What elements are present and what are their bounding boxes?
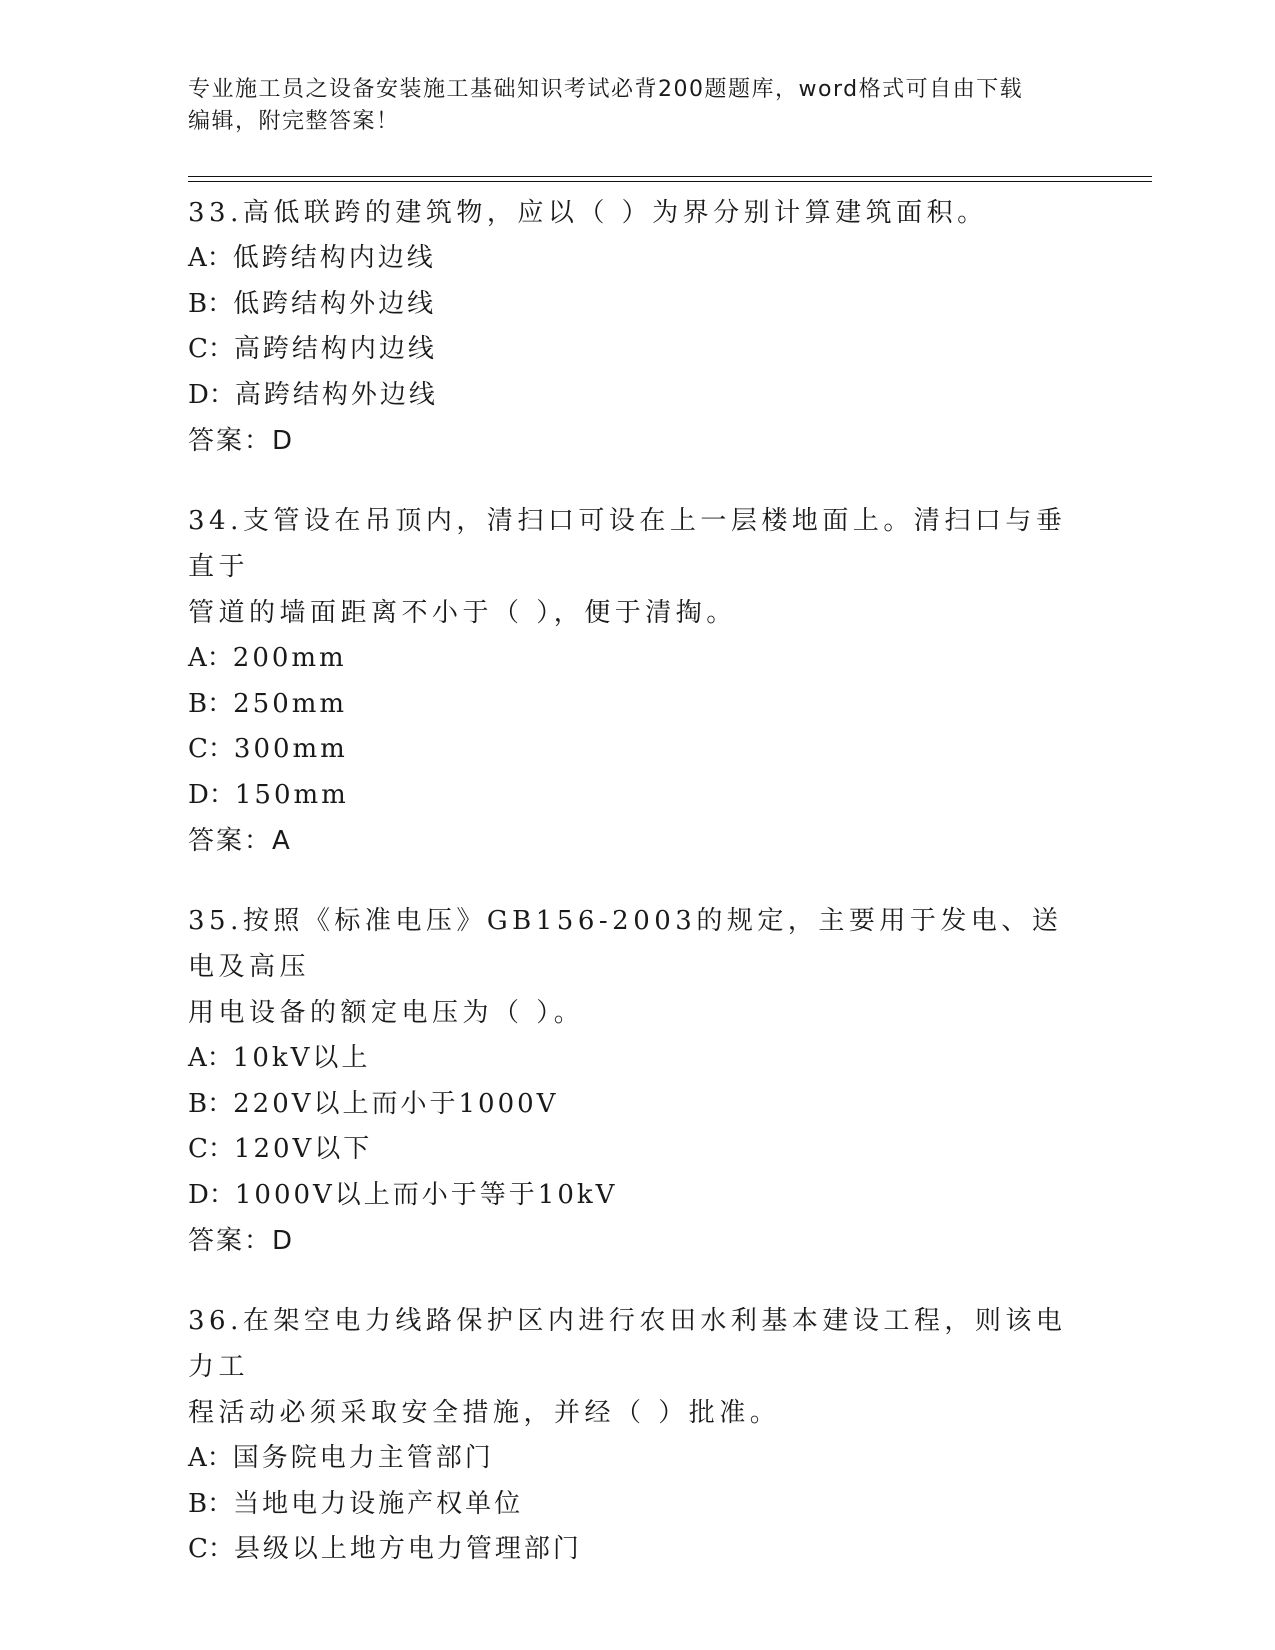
option-letter: A： [188, 1043, 233, 1073]
option-text: 10kV以上 [232, 1043, 371, 1073]
option-b [188, 682, 1088, 728]
header-title-line-1: 专业施工员之设备安装施工基础知识考试必背200题题库，word格式可自由下载 [188, 77, 1024, 102]
option-letter: C： [188, 734, 234, 764]
question-stem-line: 高低联跨的建筑物，应以（ ）为界分别计算建筑面积。 [242, 198, 988, 228]
option-text: 150mm [234, 779, 349, 810]
option-letter: D： [188, 779, 235, 810]
option-a [188, 636, 1088, 682]
answer-line: 答案：D [188, 426, 295, 456]
question-stem-continued: 管道的墙面距离不小于（ ），便于清掏。 [188, 598, 737, 628]
option-text: 国务院电力主管部门 [232, 1443, 494, 1473]
option-a [188, 1036, 1088, 1082]
question-stem [188, 1298, 1088, 1390]
question-35 [188, 898, 1088, 1264]
option-letter: C： [188, 334, 234, 364]
option-b [188, 1082, 1088, 1128]
option-c [188, 1127, 1088, 1173]
option-a [188, 1436, 1088, 1482]
option-letter: B： [188, 288, 234, 319]
option-text: 高跨结构外边线 [234, 379, 438, 410]
question-stem-line: 按照《标准电压》GB156-2003的规定，主要用于发电、送电及高压 [188, 906, 1063, 982]
option-text: 250mm [233, 688, 348, 719]
question-list [188, 190, 1088, 1607]
option-c [188, 1527, 1088, 1573]
option-text: 120V以下 [233, 1134, 373, 1164]
option-b [188, 1482, 1088, 1528]
answer-line: 答案：A [188, 826, 292, 856]
option-text: 200mm [232, 643, 347, 673]
option-letter: B： [188, 1488, 234, 1519]
question-stem-line: 支管设在吊顶内，清扫口可设在上一层楼地面上。清扫口与垂直于 [188, 506, 1067, 582]
option-letter: B： [188, 1088, 234, 1119]
option-d [188, 373, 1088, 419]
option-d [188, 773, 1088, 819]
option-letter: A： [188, 1443, 233, 1473]
header-divider-top [188, 176, 1152, 177]
question-number: 34. [188, 506, 243, 536]
header-divider-bottom [188, 181, 1152, 182]
question-stem-line: 在架空电力线路保护区内进行农田水利基本建设工程，则该电力工 [188, 1306, 1067, 1382]
option-text: 低跨结构内边线 [232, 243, 436, 273]
header-title-line-2: 编辑，附完整答案！ [188, 109, 400, 134]
option-c [188, 327, 1088, 373]
document-header [188, 74, 1068, 138]
option-a [188, 236, 1088, 282]
question-stem [188, 190, 1088, 236]
option-text: 县级以上地方电力管理部门 [233, 1534, 582, 1564]
option-letter: B： [188, 688, 234, 719]
option-letter: C： [188, 1134, 234, 1164]
option-text: 300mm [233, 734, 348, 764]
answer-line: 答案：D [188, 1226, 295, 1256]
option-text: 当地电力设施产权单位 [233, 1488, 524, 1519]
question-34 [188, 498, 1088, 864]
option-text: 1000V以上而小于等于10kV [234, 1179, 618, 1210]
question-36 [188, 1298, 1088, 1573]
question-stem-continued: 用电设备的额定电压为（ ）。 [188, 998, 585, 1028]
option-c [188, 727, 1088, 773]
question-number: 36. [188, 1306, 243, 1336]
option-text: 低跨结构外边线 [233, 288, 437, 319]
option-letter: A： [188, 243, 233, 273]
option-text: 高跨结构内边线 [233, 334, 437, 364]
option-b [188, 282, 1088, 328]
question-stem [188, 498, 1088, 590]
option-text: 220V以上而小于1000V [233, 1088, 559, 1119]
question-number: 33. [188, 198, 243, 228]
option-letter: D： [188, 1179, 235, 1210]
option-letter: C： [188, 1534, 234, 1564]
option-d [188, 1173, 1088, 1219]
question-stem-continued: 程活动必须采取安全措施，并经（ ）批准。 [188, 1398, 781, 1428]
question-33 [188, 190, 1088, 464]
option-letter: D： [188, 379, 235, 410]
option-letter: A： [188, 643, 233, 673]
question-number: 35. [188, 906, 243, 936]
question-stem [188, 898, 1088, 990]
